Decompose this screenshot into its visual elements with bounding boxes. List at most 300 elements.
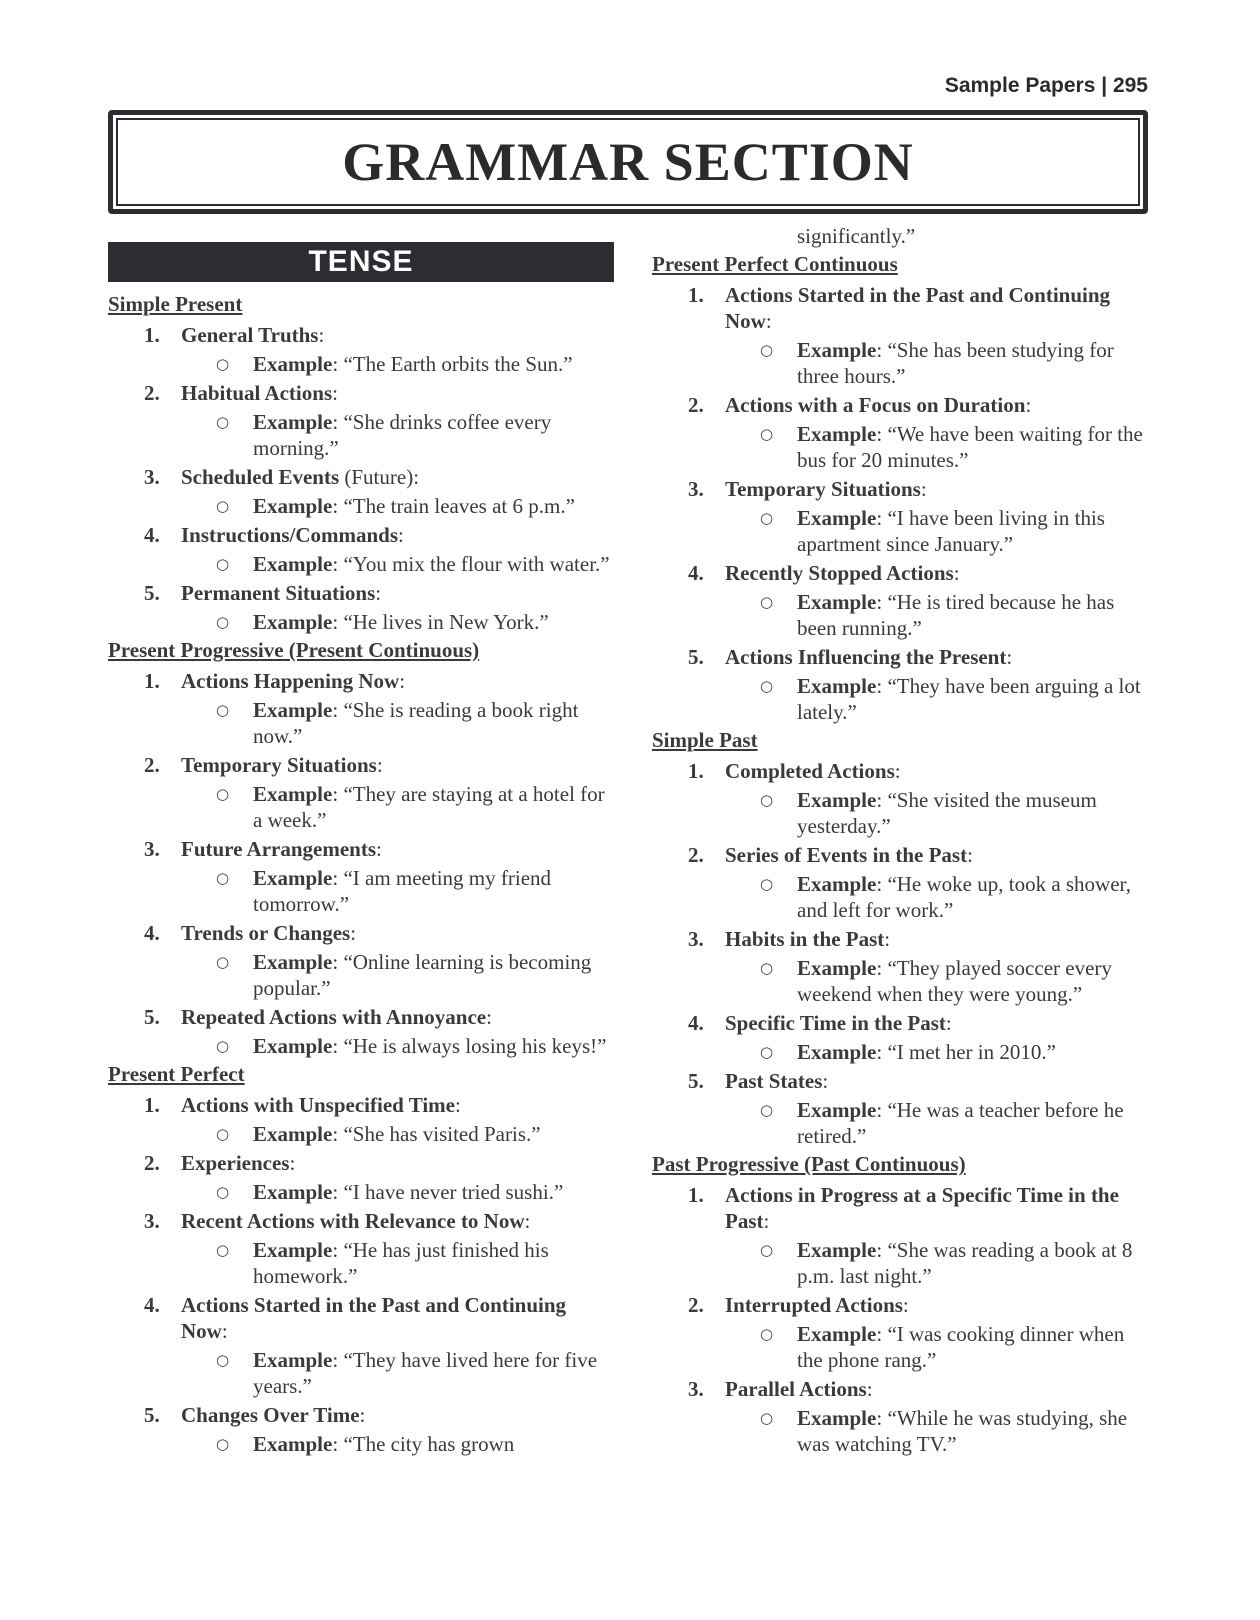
item-number: 3. xyxy=(688,927,704,951)
item-heading xyxy=(725,392,1152,418)
example-text: “You mix the flour with water.” xyxy=(343,552,610,576)
example-text: “While he was studying, she was watching TV.” xyxy=(797,1406,1128,1456)
item-title: Actions with Unspecified Time xyxy=(181,1093,455,1117)
item-heading xyxy=(181,1092,614,1118)
example-line xyxy=(652,1405,1152,1457)
list-item xyxy=(108,920,614,1001)
bullet-icon: ○ xyxy=(760,959,774,977)
bullet-icon: ○ xyxy=(216,869,230,887)
item-title: Future Arrangements xyxy=(181,837,376,861)
item-suffix: : xyxy=(920,477,927,501)
bullet-icon: ○ xyxy=(760,791,774,809)
example-colon: : xyxy=(332,494,344,518)
example-line xyxy=(652,1237,1152,1289)
item-number: 5. xyxy=(688,1069,704,1093)
example-text: “He is tired because he has been running.” xyxy=(797,590,1115,640)
item-title: Instructions/Commands xyxy=(181,523,399,547)
item-suffix: : xyxy=(884,927,891,951)
item-heading xyxy=(725,1292,1152,1318)
example-colon: : xyxy=(332,1180,344,1204)
example-label: Example xyxy=(797,1406,877,1430)
item-number: 3. xyxy=(688,477,704,501)
example-text: “She has been studying for three hours.” xyxy=(797,338,1114,388)
item-title: Actions Happening Now xyxy=(181,669,400,693)
item-title: Trends or Changes xyxy=(181,921,351,945)
item-list xyxy=(652,758,1152,1149)
item-suffix: : xyxy=(967,843,973,867)
item-heading xyxy=(725,842,1152,868)
example-label: Example xyxy=(797,1322,877,1346)
bullet-icon: ○ xyxy=(216,1351,230,1369)
bullet-icon: ○ xyxy=(216,785,230,803)
list-item xyxy=(108,1208,614,1289)
item-heading xyxy=(181,1292,614,1344)
example-text: “They played soccer every weekend when they were young.” xyxy=(797,956,1112,1006)
bullet-icon: ○ xyxy=(216,953,230,971)
example-text: “He is always losing his keys!” xyxy=(343,1034,607,1058)
bullet-icon: ○ xyxy=(760,875,774,893)
list-item xyxy=(652,644,1152,725)
example-text: “I have been living in this apartment since January.” xyxy=(797,506,1105,556)
example-colon: : xyxy=(332,410,344,434)
example-line xyxy=(652,673,1152,725)
item-suffix: : xyxy=(1006,645,1013,669)
example-colon: : xyxy=(332,1034,344,1058)
item-heading xyxy=(725,560,1152,586)
example-label: Example xyxy=(797,674,877,698)
example-text: “The Earth orbits the Sun.” xyxy=(343,352,573,376)
item-suffix: : xyxy=(765,309,772,333)
item-number: 3. xyxy=(688,1377,704,1401)
bullet-icon: ○ xyxy=(216,1435,230,1453)
example-text: “I met her in 2010.” xyxy=(887,1040,1056,1064)
item-suffix: (Future): xyxy=(339,465,420,489)
item-suffix: : xyxy=(486,1005,492,1029)
right-column xyxy=(652,222,1152,1457)
list-item xyxy=(108,1150,614,1205)
list-item xyxy=(108,522,614,577)
example-line xyxy=(108,609,614,635)
item-number: 2. xyxy=(688,843,704,867)
item-suffix: : xyxy=(866,1377,873,1401)
example-label: Example xyxy=(797,590,877,614)
example-line xyxy=(108,781,614,833)
page-header: Sample Papers | 295 xyxy=(944,74,1148,97)
item-title: Actions Influencing the Present xyxy=(725,645,1007,669)
item-title: Actions in Progress at a Specific Time in the Past xyxy=(725,1183,1119,1233)
item-suffix: : xyxy=(376,753,383,777)
item-suffix: : xyxy=(524,1209,531,1233)
item-title: Actions with a Focus on Duration xyxy=(725,393,1026,417)
example-colon: : xyxy=(876,674,888,698)
example-text: “I am meeting my friend tomorrow.” xyxy=(253,866,552,916)
item-title: Temporary Situations xyxy=(725,477,921,501)
example-line xyxy=(652,1039,1152,1065)
item-heading xyxy=(181,1208,614,1234)
example-colon: : xyxy=(876,338,888,362)
example-label: Example xyxy=(253,1122,333,1146)
example-text: “He was a teacher before he retired.” xyxy=(797,1098,1124,1148)
example-label: Example xyxy=(253,782,333,806)
list-item xyxy=(108,668,614,749)
item-heading xyxy=(181,580,614,606)
bullet-icon: ○ xyxy=(760,425,774,443)
example-text: “I was cooking dinner when the phone rang.” xyxy=(797,1322,1125,1372)
example-label: Example xyxy=(797,1098,877,1122)
item-heading xyxy=(181,920,614,946)
item-title: Recently Stopped Actions xyxy=(725,561,954,585)
item-suffix: : xyxy=(399,669,406,693)
example-text: “They have been arguing a lot lately.” xyxy=(797,674,1141,724)
list-item xyxy=(108,1292,614,1399)
bullet-icon: ○ xyxy=(760,341,774,359)
item-title: Habitual Actions xyxy=(181,381,333,405)
item-number: 1. xyxy=(144,1093,160,1117)
bullet-icon: ○ xyxy=(216,355,230,373)
section-title: Present Perfect xyxy=(108,1062,245,1086)
list-item xyxy=(652,1010,1152,1065)
item-title: Specific Time in the Past xyxy=(725,1011,946,1035)
example-line xyxy=(652,337,1152,389)
example-text: “He woke up, took a shower, and left for work.” xyxy=(797,872,1131,922)
item-heading xyxy=(725,1010,1152,1036)
example-label: Example xyxy=(797,338,877,362)
example-line xyxy=(108,1431,614,1457)
example-line xyxy=(108,865,614,917)
item-number: 4. xyxy=(144,1293,160,1317)
item-number: 1. xyxy=(144,323,160,347)
bullet-icon: ○ xyxy=(216,413,230,431)
item-number: 4. xyxy=(688,1011,704,1035)
example-colon: : xyxy=(332,698,344,722)
item-title: General Truths xyxy=(181,323,319,347)
item-number: 4. xyxy=(688,561,704,585)
example-label: Example xyxy=(253,1180,333,1204)
item-heading xyxy=(725,644,1152,670)
section-title: Present Progressive (Present Continuous) xyxy=(108,638,480,662)
section-title: Present Perfect Continuous xyxy=(652,252,898,276)
item-heading xyxy=(181,752,614,778)
example-text: “She was reading a book at 8 p.m. last night.” xyxy=(797,1238,1133,1288)
item-heading xyxy=(725,926,1152,952)
item-list xyxy=(108,1092,614,1457)
example-line xyxy=(652,505,1152,557)
item-heading xyxy=(725,1182,1152,1234)
bullet-icon: ○ xyxy=(216,497,230,515)
right-sections xyxy=(652,250,1152,1457)
example-text: “The train leaves at 6 p.m.” xyxy=(343,494,575,518)
bullet-icon: ○ xyxy=(760,593,774,611)
item-suffix: : xyxy=(822,1069,829,1093)
example-label: Example xyxy=(253,1238,333,1262)
example-text: “Online learning is becoming popular.” xyxy=(253,950,592,1000)
section-title: Simple Present xyxy=(108,292,243,316)
example-colon: : xyxy=(332,610,344,634)
item-suffix: : xyxy=(289,1151,296,1175)
item-heading xyxy=(725,1376,1152,1402)
example-colon: : xyxy=(876,590,888,614)
example-label: Example xyxy=(253,866,333,890)
list-item xyxy=(108,1092,614,1147)
list-item xyxy=(652,392,1152,473)
bullet-icon: ○ xyxy=(216,701,230,719)
example-colon: : xyxy=(332,1348,344,1372)
example-label: Example xyxy=(253,352,333,376)
item-list xyxy=(108,668,614,1059)
example-line xyxy=(108,1121,614,1147)
bullet-icon: ○ xyxy=(760,1325,774,1343)
item-heading xyxy=(725,758,1152,784)
example-colon: : xyxy=(876,1322,888,1346)
item-list xyxy=(652,282,1152,725)
example-label: Example xyxy=(253,410,333,434)
item-title: Interrupted Actions xyxy=(725,1293,903,1317)
example-text: “The city has grown xyxy=(343,1432,515,1456)
item-title: Series of Events in the Past xyxy=(725,843,968,867)
example-colon: : xyxy=(876,1098,888,1122)
example-line xyxy=(108,1179,614,1205)
list-item xyxy=(652,842,1152,923)
item-heading xyxy=(181,668,614,694)
item-number: 1. xyxy=(144,669,160,693)
item-title: Completed Actions xyxy=(725,759,895,783)
example-colon: : xyxy=(332,352,344,376)
item-number: 3. xyxy=(144,465,160,489)
example-text: “We have been waiting for the bus for 20 minutes.” xyxy=(797,422,1143,472)
item-suffix: : xyxy=(894,759,901,783)
item-suffix: : xyxy=(376,837,382,861)
example-label: Example xyxy=(253,1348,333,1372)
example-label: Example xyxy=(253,494,333,518)
item-number: 3. xyxy=(144,837,160,861)
list-item xyxy=(108,1004,614,1059)
example-label: Example xyxy=(797,788,877,812)
left-column xyxy=(108,222,614,1457)
item-number: 2. xyxy=(144,1151,160,1175)
item-number: 2. xyxy=(144,753,160,777)
item-heading xyxy=(725,1068,1152,1094)
example-text: “He lives in New York.” xyxy=(343,610,549,634)
example-line xyxy=(108,351,614,377)
item-number: 5. xyxy=(144,1403,160,1427)
item-number: 1. xyxy=(688,1183,704,1207)
item-heading xyxy=(181,322,614,348)
item-title: Parallel Actions xyxy=(725,1377,867,1401)
item-suffix: : xyxy=(902,1293,909,1317)
list-item xyxy=(652,1068,1152,1149)
example-line xyxy=(652,955,1152,1007)
list-item xyxy=(108,464,614,519)
item-number: 4. xyxy=(144,921,160,945)
example-text: “She has visited Paris.” xyxy=(343,1122,541,1146)
example-label: Example xyxy=(253,698,333,722)
item-suffix: : xyxy=(350,921,357,945)
list-item xyxy=(652,1376,1152,1457)
example-line xyxy=(108,551,614,577)
bullet-icon: ○ xyxy=(760,1101,774,1119)
list-item xyxy=(652,926,1152,1007)
item-suffix: : xyxy=(953,561,960,585)
example-text: “They have lived here for five years.” xyxy=(253,1348,598,1398)
item-title: Experiences xyxy=(181,1151,290,1175)
item-number: 2. xyxy=(688,1293,704,1317)
example-line xyxy=(652,787,1152,839)
item-heading xyxy=(181,836,614,862)
item-number: 2. xyxy=(688,393,704,417)
item-heading xyxy=(725,476,1152,502)
item-suffix: : xyxy=(763,1209,770,1233)
item-list xyxy=(652,1182,1152,1457)
example-colon: : xyxy=(876,1406,888,1430)
item-title: Actions Started in the Past and Continuing Now xyxy=(725,283,1111,333)
example-text: “He has just finished his homework.” xyxy=(253,1238,549,1288)
item-title: Recent Actions with Relevance to Now xyxy=(181,1209,525,1233)
example-label: Example xyxy=(797,422,877,446)
item-number: 5. xyxy=(144,581,160,605)
example-line xyxy=(108,1033,614,1059)
bullet-icon: ○ xyxy=(216,555,230,573)
bullet-icon: ○ xyxy=(216,1183,230,1201)
example-colon: : xyxy=(876,1238,888,1262)
list-item xyxy=(652,758,1152,839)
example-colon: : xyxy=(332,1238,344,1262)
item-suffix: : xyxy=(221,1319,228,1343)
example-colon: : xyxy=(876,422,888,446)
list-item xyxy=(108,322,614,377)
item-number: 1. xyxy=(688,283,704,307)
item-heading xyxy=(725,282,1152,334)
example-line xyxy=(108,949,614,1001)
item-heading xyxy=(181,1402,614,1428)
bullet-icon: ○ xyxy=(216,1241,230,1259)
item-number: 3. xyxy=(144,1209,160,1233)
bullet-icon: ○ xyxy=(760,1409,774,1427)
example-text: “They are staying at a hotel for a week.” xyxy=(253,782,605,832)
bullet-icon: ○ xyxy=(760,509,774,527)
example-text: “She is reading a book right now.” xyxy=(253,698,579,748)
bullet-icon: ○ xyxy=(216,613,230,631)
section-title: Past Progressive (Past Continuous) xyxy=(652,1152,966,1176)
example-label: Example xyxy=(797,506,877,530)
bullet-icon: ○ xyxy=(760,1241,774,1259)
carryover-text: significantly.” xyxy=(797,224,916,248)
item-number: 5. xyxy=(144,1005,160,1029)
example-line xyxy=(108,1237,614,1289)
bullet-icon: ○ xyxy=(760,677,774,695)
example-label: Example xyxy=(797,1238,877,1262)
example-colon: : xyxy=(876,788,888,812)
item-suffix: : xyxy=(1025,393,1032,417)
item-number: 4. xyxy=(144,523,160,547)
bullet-icon: ○ xyxy=(216,1037,230,1055)
example-line xyxy=(108,493,614,519)
example-line xyxy=(652,1097,1152,1149)
list-item xyxy=(108,1402,614,1457)
example-colon: : xyxy=(876,872,888,896)
item-title: Temporary Situations xyxy=(181,753,377,777)
example-line xyxy=(108,697,614,749)
example-label: Example xyxy=(253,610,333,634)
item-suffix: : xyxy=(945,1011,952,1035)
section-title: Simple Past xyxy=(652,728,758,752)
item-title: Past States xyxy=(725,1069,823,1093)
item-heading xyxy=(181,1150,614,1176)
example-line xyxy=(652,1321,1152,1373)
example-line xyxy=(108,1347,614,1399)
list-item xyxy=(108,752,614,833)
list-item xyxy=(652,476,1152,557)
example-colon: : xyxy=(332,782,344,806)
example-label: Example xyxy=(797,1040,877,1064)
item-number: 2. xyxy=(144,381,160,405)
item-number: 5. xyxy=(688,645,704,669)
item-suffix: : xyxy=(332,381,338,405)
list-item xyxy=(108,580,614,635)
example-colon: : xyxy=(876,1040,888,1064)
list-item xyxy=(108,380,614,461)
title-box xyxy=(108,110,1148,214)
item-suffix: : xyxy=(454,1093,461,1117)
list-item xyxy=(652,560,1152,641)
left-sections xyxy=(108,290,614,1457)
item-suffix: : xyxy=(375,581,382,605)
example-colon: : xyxy=(876,506,888,530)
list-item xyxy=(652,282,1152,389)
example-colon: : xyxy=(332,1122,344,1146)
example-label: Example xyxy=(797,872,877,896)
example-colon: : xyxy=(332,552,344,576)
example-line xyxy=(652,589,1152,641)
example-label: Example xyxy=(253,552,333,576)
item-suffix: : xyxy=(359,1403,366,1427)
item-heading xyxy=(181,522,614,548)
item-title: Actions Started in the Past and Continuing Now xyxy=(181,1293,567,1343)
example-colon: : xyxy=(332,1432,344,1456)
tense-heading: TENSE xyxy=(108,242,614,282)
example-text: “She drinks coffee every morning.” xyxy=(253,410,552,460)
list-item xyxy=(108,836,614,917)
bullet-icon: ○ xyxy=(760,1043,774,1061)
item-heading xyxy=(181,1004,614,1030)
bullet-icon: ○ xyxy=(216,1125,230,1143)
example-line xyxy=(108,409,614,461)
item-suffix: : xyxy=(318,323,325,347)
list-item xyxy=(652,1292,1152,1373)
example-colon: : xyxy=(332,950,344,974)
example-line xyxy=(652,421,1152,473)
example-text: “She visited the museum yesterday.” xyxy=(797,788,1097,838)
item-list xyxy=(108,322,614,635)
item-suffix: : xyxy=(398,523,404,547)
item-number: 1. xyxy=(688,759,704,783)
example-label: Example xyxy=(253,950,333,974)
item-title: Scheduled Events xyxy=(181,465,340,489)
list-item xyxy=(652,1182,1152,1289)
example-line xyxy=(652,871,1152,923)
example-label: Example xyxy=(253,1034,333,1058)
page-title: GRAMMAR SECTION xyxy=(342,132,914,192)
item-title: Changes Over Time xyxy=(181,1403,360,1427)
example-colon: : xyxy=(332,866,344,890)
item-heading xyxy=(181,380,614,406)
example-text: “I have never tried sushi.” xyxy=(343,1180,564,1204)
example-label: Example xyxy=(797,956,877,980)
example-colon: : xyxy=(876,956,888,980)
item-title: Permanent Situations xyxy=(181,581,376,605)
item-title: Habits in the Past xyxy=(725,927,885,951)
item-title: Repeated Actions with Annoyance xyxy=(181,1005,487,1029)
item-heading xyxy=(181,464,614,490)
